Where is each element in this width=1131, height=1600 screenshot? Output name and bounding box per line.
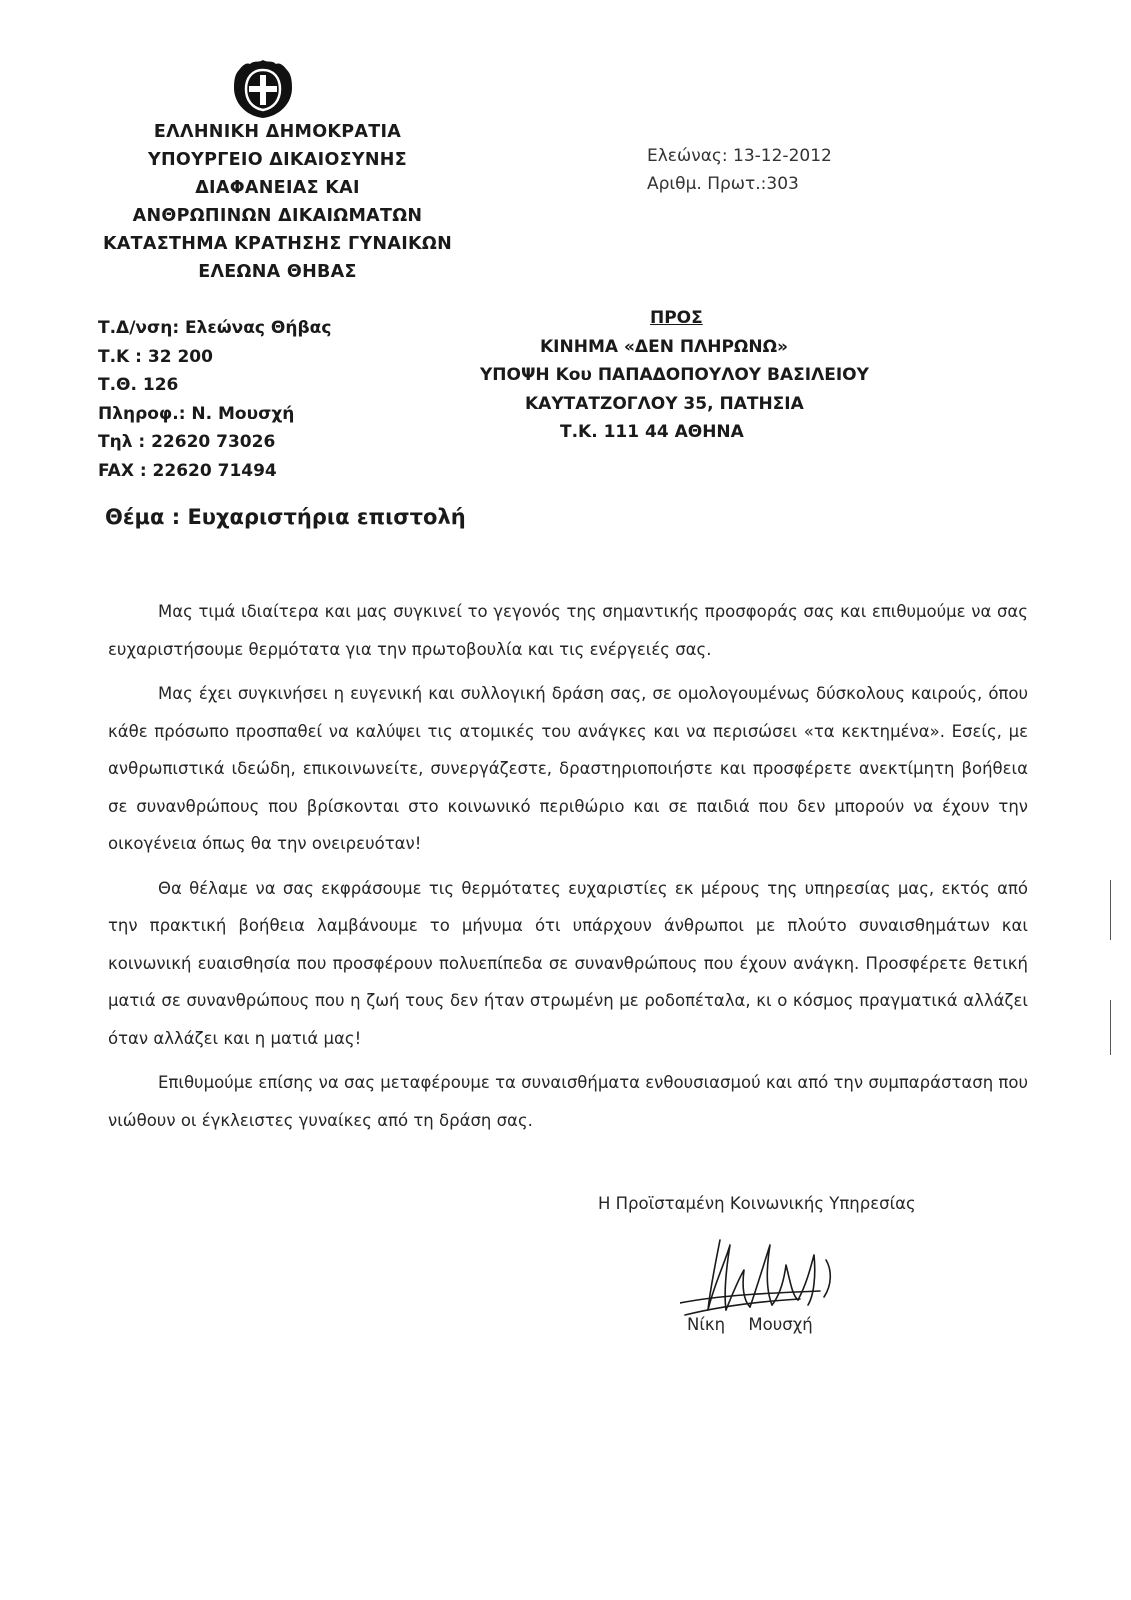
- sender-postal-code: Τ.Κ : 32 200: [98, 346, 213, 367]
- letterhead-line: ΑΝΘΡΩΠΙΝΩΝ ΔΙΚΑΙΩΜΑΤΩΝ: [132, 206, 423, 226]
- signatory-title: Η Προϊσταμένη Κοινωνικής Υπηρεσίας: [598, 1194, 916, 1213]
- recipient-line: ΚΑΥΤΑΤΖΟΓΛΟΥ 35, ΠΑΤΗΣΙΑ: [525, 393, 804, 414]
- signatory-first-name: Νίκη: [687, 1315, 726, 1334]
- sender-info: Πληροφ.: Ν. Μουσχή: [98, 403, 295, 424]
- letterhead-line: ΔΙΑΦΑΝΕΙΑΣ ΚΑΙ: [195, 178, 360, 198]
- scan-margin-mark: [1110, 880, 1111, 940]
- letterhead-line: ΕΛΕΩΝΑ ΘΗΒΑΣ: [198, 262, 357, 282]
- letterhead-line: ΚΑΤΑΣΤΗΜΑ ΚΡΑΤΗΣΗΣ ΓΥΝΑΙΚΩΝ: [102, 234, 453, 254]
- recipient-line: ΥΠΟΨΗ Κου ΠΑΠΑΔΟΠΟΥΛΟΥ ΒΑΣΙΛΕΙΟΥ: [480, 365, 869, 385]
- sender-address: Τ.Δ/νση: Ελεώνας Θήβας: [98, 318, 332, 338]
- letter-body: [108, 593, 1028, 1146]
- body-paragraph: Μας έχει συγκινήσει η ευγενική και συλλογική δράση σας, σε ομολογουμένως δύσκολους καιρούς, όπου κάθε πρόσωπο προσπαθεί να καλύψει τις ατομικές του ανάγκες και να περισώσει «τα κεκτημένα». Εσείς, με ανθρωπιστικά ιδεώδη, επικοινωνείτε, συνεργάζεστε, δραστηριοποιήστε και προσφέρετε ανεκτίμητη βοήθεια σε συνανθρώπους που βρίσκονται στο κοινωνικό περιθώριο και σε παιδιά που δεν μπορούν να έχουν την οικογένεια όπως θα την ονειρευόταν!: [108, 684, 1028, 853]
- letter-date: Ελεώνας: 13-12-2012: [647, 146, 832, 166]
- subject-line: Θέμα : Ευχαριστήρια επιστολή: [105, 505, 466, 529]
- sender-fax: FAX : 22620 71494: [98, 460, 277, 481]
- recipient-line: Τ.Κ. 111 44 ΑΘΗΝΑ: [560, 422, 744, 442]
- recipient-heading: ΠΡΟΣ: [650, 308, 703, 328]
- protocol-number: Αριθμ. Πρωτ.:303: [647, 174, 799, 194]
- date-block: [647, 142, 832, 198]
- recipient-line: ΚΙΝΗΜΑ «ΔΕΝ ΠΛΗΡΩΝΩ»: [540, 336, 789, 357]
- body-paragraph: Θα θέλαμε να σας εκφράσουμε τις θερμότατες ευχαριστίες εκ μέρους της υπηρεσίας μας, εκτός από την πρακτική βοήθεια λαμβάνουμε το μήνυμα ότι υπάρχουν άνθρωποι με πλούτο συναισθημάτων και κοινωνική ευαισθησία που προσφέρουν πολυεπίπεδα σε συνανθρώπους που έχουν ανάγκη. Προσφέρετε θετική ματιά σε συνανθρώπους που η ζωή τους δεν ήταν στρωμένη με ροδοπέταλα, κι ο κόσμος πραγματικά αλλάζει όταν αλλάζει και η ματιά μας!: [108, 878, 1028, 1048]
- signatory-last-name: Μουσχή: [748, 1315, 813, 1334]
- greek-coat-of-arms-icon: [232, 58, 294, 120]
- recipient-block: [480, 304, 900, 447]
- sender-po-box: Τ.Θ. 126: [98, 375, 179, 395]
- sender-phone: Τηλ : 22620 73026: [98, 432, 276, 452]
- signatory-name: [687, 1315, 813, 1334]
- letterhead-line: ΥΠΟΥΡΓΕΙΟ ΔΙΚΑΙΟΣΥΝΗΣ: [148, 150, 407, 170]
- letterhead-line: ΕΛΛΗΝΙΚΗ ΔΗΜΟΚΡΑΤΙΑ: [153, 122, 402, 142]
- scan-margin-mark: [1110, 1000, 1111, 1055]
- sender-details: [98, 314, 331, 485]
- body-paragraph: Επιθυμούμε επίσης να σας μεταφέρουμε τα συναισθήματα ενθουσιασμού και από την συμπαράσταση που νιώθουν οι έγκλειστες γυναίκες από τη δράση σας.: [108, 1073, 1028, 1130]
- body-paragraph: Μας τιμά ιδιαίτερα και μας συγκινεί το γεγονός της σημαντικής προσφοράς σας και επιθυμούμε να σας ευχαριστήσουμε θερμότατα για την πρωτοβουλία και τις ενέργειές σας.: [108, 602, 1028, 659]
- letterhead: [90, 118, 465, 286]
